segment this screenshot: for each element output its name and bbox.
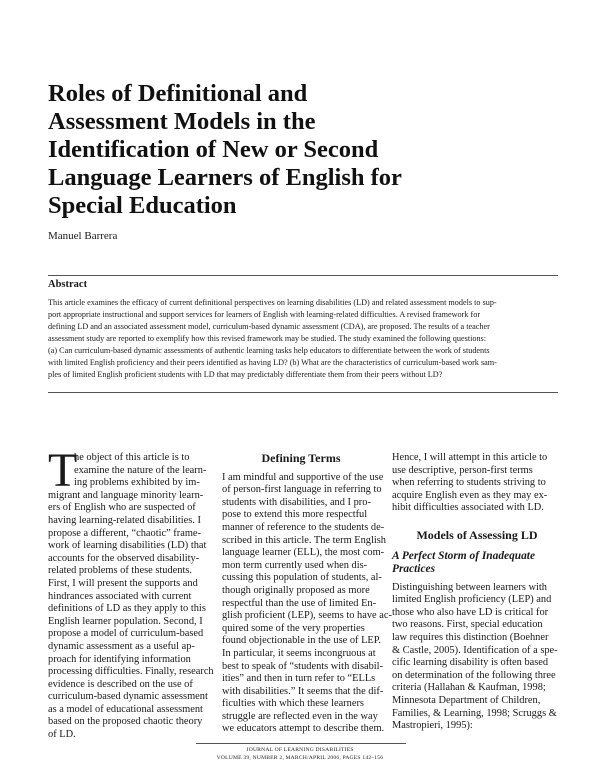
body-line: students with disabilities, and I pro- <box>222 496 371 508</box>
title-line: Identification of New or Second <box>48 136 379 163</box>
abstract-line: assessment study are reported to exemplify how this revised framework may be studied. The study examined the following questions: <box>48 334 487 343</box>
body-column-1 <box>48 452 214 742</box>
body-line: on determination of the following three <box>392 669 556 681</box>
body-line: hindrances associated with current <box>48 590 192 602</box>
article-title <box>48 80 568 220</box>
abstract-line: ples of limited English proficient students with LD that may predictably differentiate them from their peers without LD? <box>48 370 443 379</box>
body-line: respectful than the use of limited En- <box>222 597 377 609</box>
body-line: proach for identifying information <box>48 653 191 665</box>
abstract-line: with limited English proficiency and their peers identified as having LD? (b) What are the characteristics of curriculum-based work sam- <box>48 358 497 367</box>
abstract-line: (a) Can curriculum-based dynamic assessments of authentic learning tasks help educators to differentiate between the work of students <box>48 346 490 355</box>
body-line: Families, & Learning, 1998; Scruggs & <box>392 707 557 719</box>
body-line: ing problems exhibited by im- <box>74 477 200 489</box>
body-line: quired some of the very properties <box>222 622 365 634</box>
body-line: Mastropieri, 1995): <box>392 720 473 732</box>
body-line: definitions of LD as they apply to this <box>48 603 206 615</box>
section-heading: Models of Assessing LD <box>416 527 538 542</box>
body-line: ficulties with which these learners <box>222 698 364 710</box>
body-line: propose a model of curriculum-based <box>48 628 204 640</box>
body-line: though originally proposed as more <box>222 584 370 596</box>
body-line: English learner population. Second, I <box>48 615 203 627</box>
body-line: we educators attempt to describe them. <box>222 723 385 735</box>
body-line: Hence, I will attempt in this article to <box>392 452 548 463</box>
body-line: criteria (Hallahan & Kaufman, 1998; <box>392 682 546 694</box>
body-line: cific learning disability is often based <box>392 657 549 669</box>
body-line: manner of reference to the students de- <box>222 521 385 533</box>
body-line: best to speak of “students with disabil- <box>222 660 384 672</box>
subsection-heading-line: Practices <box>392 562 436 575</box>
body-line: use descriptive, person-first terms <box>392 464 533 476</box>
body-line: I am mindful and supportive of the use <box>222 471 384 483</box>
body-line: based on the proposed chaotic theory <box>48 716 203 728</box>
body-line: processing difficulties. Finally, research <box>48 666 214 678</box>
body-line: examine the nature of the learn- <box>74 464 207 476</box>
body-line: limited English proficiency (LEP) and <box>392 594 552 606</box>
author-name: Manuel Barrera <box>48 230 118 242</box>
body-line: glish proficient (LEP), seems to have ac- <box>222 610 392 622</box>
abstract-line: This article examines the efficacy of current definitional perspectives on learning disabilities (LD) and related assessment models to sup- <box>48 298 497 307</box>
body-line: cussing this population of students, al- <box>222 572 382 584</box>
body-column-3 <box>392 452 562 733</box>
abstract-top-rule <box>48 275 558 276</box>
abstract-body <box>48 297 558 381</box>
body-line: found objectionable in the use of LEP. <box>222 635 381 647</box>
body-line: ities” and then in turn refer to “ELLs <box>222 673 376 685</box>
body-line: struggle are reflected even in the way <box>222 710 378 722</box>
title-line: Roles of Definitional and <box>48 80 308 107</box>
title-line: Special Education <box>48 192 237 219</box>
body-line: propose a different, “chaotic” frame- <box>48 527 201 539</box>
body-line: as a model of educational assessment <box>48 703 203 715</box>
abstract-line: defining LD and an associated assessment model, curriculum-based dynamic assessment (CDA), are proposed. The results of a teacher <box>48 322 490 331</box>
body-line: accounts for the observed disability- <box>48 552 200 564</box>
body-line: hibit difficulties associated with LD. <box>392 502 544 514</box>
abstract-line: port appropriate instructional and support services for learners of English with learning-related difficulties. A revised framework for <box>48 310 481 319</box>
footer-journal: JOURNAL OF LEARNING DISABILITIES <box>246 747 354 753</box>
body-line: pose to extend this more respectful <box>222 509 368 521</box>
body-line: with disabilities.” It seems that the dif- <box>222 685 384 697</box>
title-line: Assessment Models in the <box>48 108 316 135</box>
body-line: he object of this article is to <box>74 452 190 463</box>
body-line: curriculum-based dynamic assessment <box>48 691 208 703</box>
body-line: Distinguishing between learners with <box>392 581 547 593</box>
body-line: language learner (ELL), the most com- <box>222 547 385 559</box>
body-line: having learning-related disabilities. I <box>48 514 201 526</box>
body-line: work of learning disabilities (LD) that <box>48 540 207 552</box>
body-line: In particular, it seems incongruous at <box>222 647 376 659</box>
body-line: dynamic assessment as a useful ap- <box>48 640 195 652</box>
section-heading: Defining Terms <box>261 451 341 465</box>
footer-issue: VOLUME 39, NUMBER 2, MARCH/APRIL 2006, PAGES 142–156 <box>216 755 384 761</box>
body-line: & Castle, 2005). Identification of a spe- <box>392 644 558 656</box>
body-line: when referring to students striving to <box>392 477 546 489</box>
body-line: migrant and language minority learn- <box>48 489 204 501</box>
body-line: related problems of these students. <box>48 565 192 577</box>
abstract-bottom-rule <box>48 392 558 393</box>
title-line: Language Learners of English for <box>48 164 402 191</box>
body-line: ers of English who are suspected of <box>48 502 196 514</box>
body-line: mon term currently used when dis- <box>222 559 368 571</box>
body-line: acquire English even as they may ex- <box>392 489 548 501</box>
body-line: Minnesota Department of Children, <box>392 694 541 706</box>
abstract-heading: Abstract <box>48 279 88 290</box>
body-line: of LD. <box>48 729 76 741</box>
footer-rule <box>196 743 406 744</box>
body-line: two reasons. First, special education <box>392 619 543 631</box>
subsection-heading-line: A Perfect Storm of Inadequate <box>392 549 536 562</box>
body-line: of person-first language in referring to <box>222 484 382 496</box>
body-column-2 <box>222 451 392 736</box>
drop-cap: T <box>48 444 78 497</box>
body-line: those who also have LD is critical for <box>392 606 549 618</box>
body-line: scribed in this article. The term English <box>222 534 386 546</box>
body-line: evidence is described on the use of <box>48 678 193 690</box>
body-line: law requires this distinction (Boehner <box>392 631 549 643</box>
body-line: First, I will present the supports and <box>48 577 198 589</box>
